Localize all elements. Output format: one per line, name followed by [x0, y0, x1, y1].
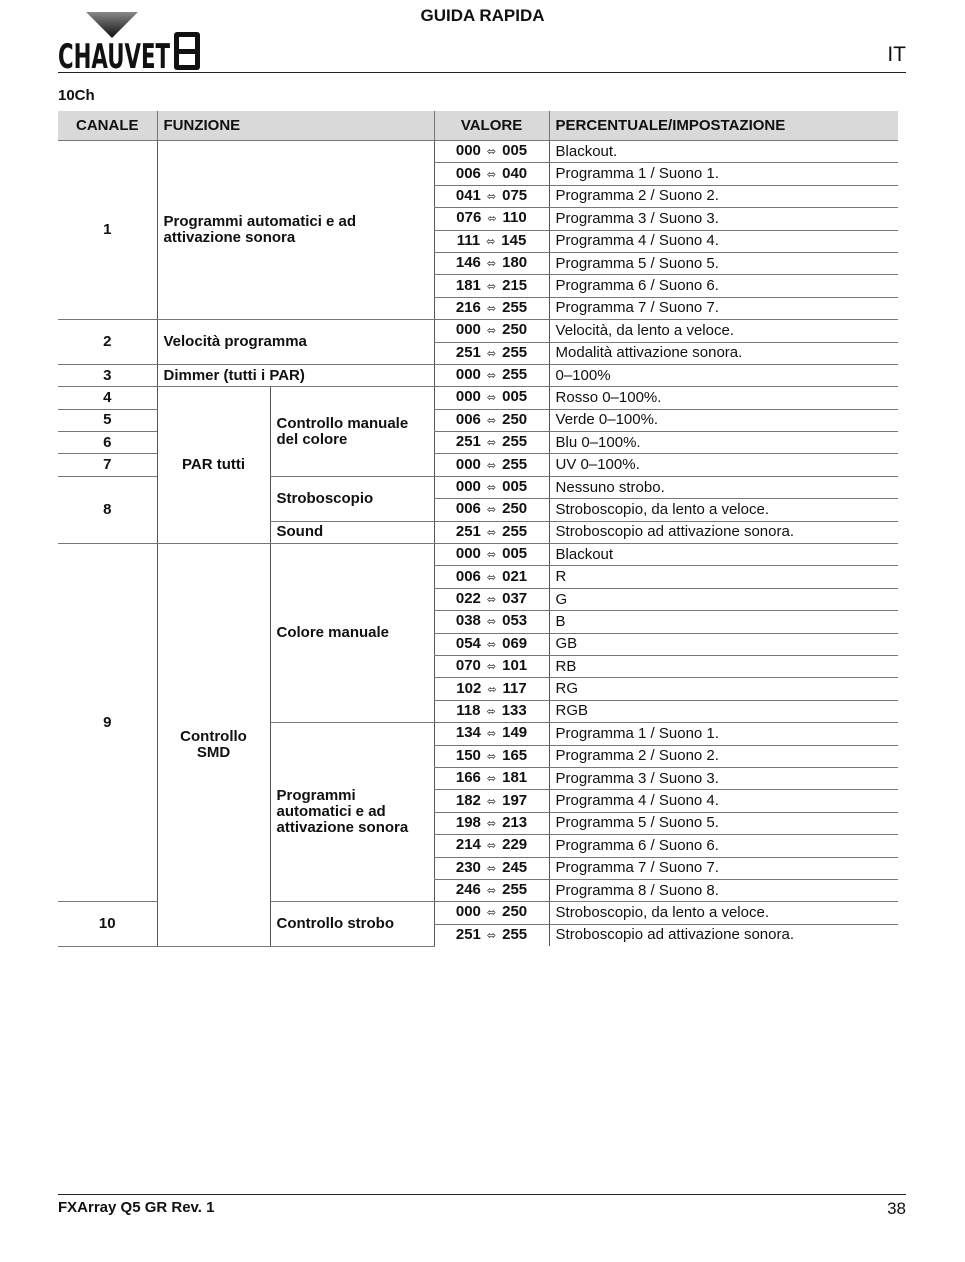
value-range-cell	[434, 544, 549, 566]
function-group-cell: PAR tutti	[157, 387, 270, 544]
range-arrow-icon: ⬄	[486, 907, 497, 920]
subfunction-cell: Sound	[270, 521, 434, 543]
range-arrow-icon: ⬄	[486, 594, 497, 606]
subfunction-cell: Programmi automatici e ad attivazione sonora	[270, 723, 434, 902]
description-cell: Programma 6 / Suono 6.	[549, 275, 898, 297]
value-range-cell	[434, 342, 549, 364]
value-from: 251	[455, 925, 481, 943]
table-row	[58, 544, 898, 566]
value-from: 118	[456, 701, 481, 719]
subfunction-cell: Stroboscopio	[270, 476, 434, 521]
value-range-cell	[434, 297, 549, 319]
value-range-cell	[434, 678, 549, 700]
range-arrow-icon: ⬄	[486, 392, 497, 405]
value-to: 181	[502, 769, 528, 787]
value-range-cell	[434, 364, 549, 386]
description-cell: Programma 2 / Suono 2.	[549, 745, 898, 767]
range-arrow-icon: ⬄	[486, 549, 497, 562]
value-range-cell	[434, 812, 549, 834]
value-from: 000	[455, 478, 481, 496]
value-to: 133	[501, 701, 527, 719]
value-to: 037	[502, 590, 528, 607]
value-to: 117	[502, 679, 527, 697]
value-from: 181	[455, 276, 481, 294]
value-range-cell	[434, 879, 549, 901]
value-range-cell	[434, 790, 549, 812]
range-arrow-icon: ⬄	[487, 683, 497, 696]
description-cell: B	[549, 611, 898, 633]
channel-cell: 5	[58, 409, 157, 431]
function-cell: Programmi automatici e ad attivazione sonora	[157, 141, 434, 320]
value-from: 134	[455, 724, 481, 742]
value-range-cell	[434, 141, 549, 163]
channel-cell: 3	[58, 364, 157, 386]
description-cell: Blackout.	[549, 141, 898, 163]
table-row	[58, 141, 898, 163]
value-from: 246	[455, 881, 481, 899]
range-arrow-icon: ⬄	[486, 817, 497, 830]
range-arrow-icon: ⬄	[486, 526, 497, 539]
value-to: 250	[502, 410, 528, 428]
channel-cell: 7	[58, 454, 157, 476]
subfunction-cell: Controllo manuale del colore	[270, 387, 434, 477]
subfunction-cell: Colore manuale	[270, 544, 434, 723]
range-arrow-icon: ⬄	[486, 795, 497, 808]
value-to: 250	[502, 321, 528, 339]
range-arrow-icon: ⬄	[486, 638, 497, 651]
range-arrow-icon: ⬄	[486, 482, 497, 495]
function-group-cell: Controllo SMD	[157, 544, 270, 947]
value-from: 150	[455, 746, 481, 764]
value-to: 075	[502, 186, 528, 204]
range-arrow-icon: ⬄	[486, 728, 497, 741]
value-range-cell	[434, 387, 549, 409]
description-cell: Blu 0–100%.	[549, 432, 898, 454]
value-to: 165	[502, 746, 528, 764]
value-to: 229	[502, 836, 528, 854]
description-cell: Stroboscopio ad attivazione sonora.	[549, 924, 898, 946]
value-range-cell	[434, 230, 549, 252]
range-arrow-icon: ⬄	[487, 213, 497, 226]
description-cell: Programma 6 / Suono 6.	[549, 835, 898, 857]
value-from: 000	[455, 388, 481, 406]
value-to: 245	[502, 858, 528, 876]
value-range-cell	[434, 432, 549, 454]
description-cell: Stroboscopio ad attivazione sonora.	[549, 521, 898, 543]
range-arrow-icon: ⬄	[486, 370, 497, 383]
value-range-cell	[434, 252, 549, 274]
description-cell: Stroboscopio, da lento a veloce.	[549, 499, 898, 521]
value-to: 021	[502, 567, 528, 585]
value-to: 255	[502, 366, 528, 384]
value-from: 038	[455, 612, 481, 630]
table-header-row	[58, 111, 898, 141]
description-cell: RB	[549, 655, 898, 677]
range-arrow-icon: ⬄	[486, 504, 497, 517]
value-range-cell	[434, 924, 549, 946]
range-arrow-icon: ⬄	[486, 571, 497, 584]
description-cell: Programma 4 / Suono 4.	[549, 790, 898, 812]
description-cell: Programma 3 / Suono 3.	[549, 767, 898, 789]
value-range-cell	[434, 275, 549, 297]
value-range-cell	[434, 745, 549, 767]
channel-cell: 9	[58, 544, 157, 902]
range-arrow-icon: ⬄	[486, 280, 497, 293]
description-cell: Modalità attivazione sonora.	[549, 342, 898, 364]
value-from: 000	[455, 321, 481, 339]
value-range-cell	[434, 499, 549, 521]
value-from: 000	[455, 142, 481, 160]
range-arrow-icon: ⬄	[486, 885, 497, 898]
page-number: 38	[887, 1199, 906, 1218]
value-from: 230	[455, 858, 481, 876]
range-arrow-icon: ⬄	[486, 168, 497, 181]
value-from: 146	[455, 254, 481, 272]
description-cell: Nessuno strobo.	[549, 476, 898, 498]
value-to: 069	[502, 634, 528, 652]
channel-cell: 2	[58, 320, 157, 365]
value-range-cell	[434, 163, 549, 185]
range-arrow-icon: ⬄	[486, 862, 497, 875]
value-from: 251	[455, 433, 481, 451]
value-range-cell	[434, 767, 549, 789]
range-arrow-icon: ⬄	[486, 235, 496, 248]
value-from: 022	[455, 590, 481, 607]
footer-doc-id: FXArray Q5 GR Rev. 1	[58, 1199, 215, 1216]
column-header-canale: CANALE	[58, 111, 157, 141]
description-cell: Programma 2 / Suono 2.	[549, 185, 898, 207]
range-arrow-icon: ⬄	[486, 661, 497, 674]
value-range-cell	[434, 700, 549, 722]
table-row	[58, 387, 898, 409]
description-cell: Velocità, da lento a veloce.	[549, 320, 898, 342]
value-to: 149	[502, 724, 528, 742]
range-arrow-icon: ⬄	[486, 302, 497, 315]
value-to: 110	[502, 209, 527, 227]
value-range-cell	[434, 409, 549, 431]
description-cell: Programma 8 / Suono 8.	[549, 879, 898, 901]
value-from: 000	[455, 903, 481, 921]
description-cell: G	[549, 588, 898, 610]
description-cell: Verde 0–100%.	[549, 409, 898, 431]
column-header-funzione: FUNZIONE	[157, 111, 434, 141]
channel-cell: 10	[58, 902, 157, 946]
value-to: 005	[502, 388, 528, 406]
value-to: 053	[502, 612, 528, 630]
dmx-channel-table	[58, 111, 898, 947]
description-cell: Stroboscopio, da lento a veloce.	[549, 902, 898, 924]
value-range-cell	[434, 655, 549, 677]
column-header-valore: VALORE	[434, 111, 549, 141]
range-arrow-icon: ⬄	[486, 414, 497, 427]
value-range-cell	[434, 835, 549, 857]
value-range-cell	[434, 902, 549, 924]
value-from: 251	[455, 343, 481, 361]
range-arrow-icon: ⬄	[486, 616, 497, 629]
channel-cell: 1	[58, 141, 157, 320]
range-arrow-icon: ⬄	[486, 325, 497, 338]
value-from: 076	[456, 209, 482, 227]
value-range-cell	[434, 320, 549, 342]
value-to: 180	[502, 254, 528, 272]
value-to: 255	[502, 925, 528, 943]
value-to: 005	[502, 545, 528, 563]
value-to: 005	[502, 478, 528, 496]
range-arrow-icon: ⬄	[486, 705, 496, 718]
document-title: GUIDA RAPIDA	[420, 6, 545, 25]
channel-cell: 6	[58, 432, 157, 454]
value-from: 041	[455, 186, 481, 204]
value-from: 006	[455, 410, 481, 428]
range-arrow-icon: ⬄	[486, 258, 497, 271]
language-code: IT	[887, 43, 906, 66]
svg-text:CHAUVET: CHAUVET	[58, 37, 171, 77]
value-from: 111	[456, 231, 481, 249]
channel-cell: 8	[58, 476, 157, 543]
value-range-cell	[434, 185, 549, 207]
value-from: 006	[455, 500, 481, 518]
description-cell: Programma 7 / Suono 7.	[549, 857, 898, 879]
description-cell: RGB	[549, 700, 898, 722]
channel-cell: 4	[58, 387, 157, 409]
value-to: 101	[502, 657, 528, 675]
value-from: 000	[455, 366, 481, 384]
description-cell: Rosso 0–100%.	[549, 387, 898, 409]
description-cell: Programma 1 / Suono 1.	[549, 723, 898, 745]
description-cell: Programma 3 / Suono 3.	[549, 208, 898, 230]
range-arrow-icon: ⬄	[486, 459, 497, 472]
value-range-cell	[434, 208, 549, 230]
value-to: 255	[502, 881, 528, 899]
description-cell: Programma 5 / Suono 5.	[549, 252, 898, 274]
value-from: 006	[455, 567, 481, 585]
value-to: 255	[502, 433, 528, 451]
value-range-cell	[434, 857, 549, 879]
description-cell: Programma 7 / Suono 7.	[549, 297, 898, 319]
value-from: 102	[456, 679, 482, 697]
value-from: 070	[455, 657, 481, 675]
range-arrow-icon: ⬄	[486, 840, 497, 853]
value-to: 005	[502, 142, 528, 160]
function-cell: Velocità programma	[157, 320, 434, 365]
value-to: 250	[502, 500, 528, 518]
value-to: 250	[502, 903, 528, 921]
footer-divider	[58, 1194, 906, 1195]
value-from: 214	[455, 836, 481, 854]
value-from: 198	[455, 813, 481, 831]
description-cell: UV 0–100%.	[549, 454, 898, 476]
range-arrow-icon: ⬄	[486, 347, 497, 360]
header-divider	[58, 72, 906, 73]
description-cell: Programma 4 / Suono 4.	[549, 230, 898, 252]
value-from: 000	[455, 455, 481, 473]
value-from: 000	[455, 545, 481, 563]
description-cell: Blackout	[549, 544, 898, 566]
value-range-cell	[434, 566, 549, 588]
value-from: 251	[455, 522, 481, 540]
value-range-cell	[434, 611, 549, 633]
value-from: 166	[455, 769, 481, 787]
range-arrow-icon: ⬄	[486, 750, 497, 763]
value-range-cell	[434, 633, 549, 655]
description-cell: R	[549, 566, 898, 588]
range-arrow-icon: ⬄	[486, 929, 497, 942]
value-range-cell	[434, 454, 549, 476]
value-to: 213	[502, 813, 528, 831]
description-cell: GB	[549, 633, 898, 655]
subfunction-cell: Controllo strobo	[270, 902, 434, 946]
section-label: 10Ch	[58, 87, 95, 104]
value-from: 006	[455, 164, 481, 182]
range-arrow-icon: ⬄	[486, 190, 497, 203]
value-to: 255	[502, 522, 528, 540]
range-arrow-icon: ⬄	[486, 773, 497, 786]
column-header-percentuale: PERCENTUALE/IMPOSTAZIONE	[549, 111, 898, 141]
value-to: 255	[502, 298, 528, 316]
value-to: 145	[501, 231, 527, 249]
description-cell: RG	[549, 678, 898, 700]
value-from: 182	[455, 791, 481, 809]
value-to: 215	[502, 276, 528, 294]
value-range-cell	[434, 588, 549, 610]
value-range-cell	[434, 521, 549, 543]
table-row	[58, 364, 898, 386]
value-to: 040	[502, 164, 528, 182]
function-cell: Dimmer (tutti i PAR)	[157, 364, 434, 386]
table-row	[58, 320, 898, 342]
value-range-cell	[434, 723, 549, 745]
range-arrow-icon: ⬄	[486, 437, 497, 450]
range-arrow-icon: ⬄	[486, 146, 497, 159]
description-cell: 0–100%	[549, 364, 898, 386]
value-to: 197	[502, 791, 528, 809]
value-to: 255	[502, 343, 528, 361]
value-from: 216	[455, 298, 481, 316]
value-from: 054	[455, 634, 481, 652]
description-cell: Programma 1 / Suono 1.	[549, 163, 898, 185]
value-range-cell	[434, 476, 549, 498]
description-cell: Programma 5 / Suono 5.	[549, 812, 898, 834]
value-to: 255	[502, 455, 528, 473]
